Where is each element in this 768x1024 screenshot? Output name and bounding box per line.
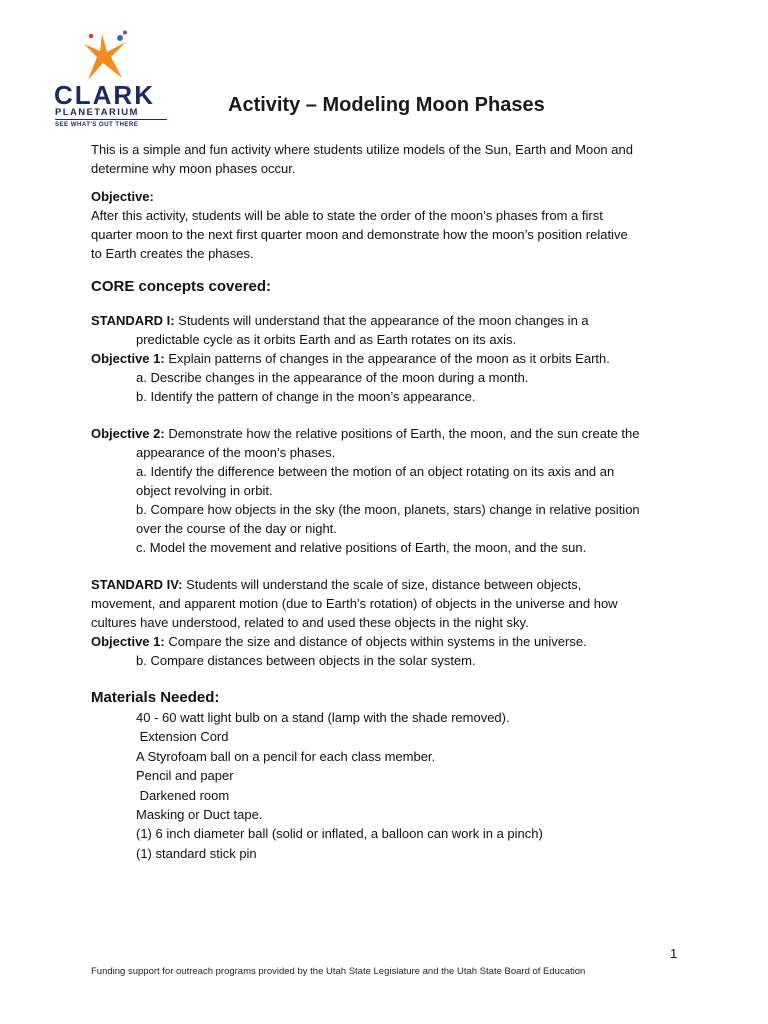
objective-1-item-b: b. Identify the pattern of change in the moon’s appearance. [136, 389, 476, 404]
objective-2-item-b: b. Compare how objects in the sky (the moon, planets, stars) change in relative position [136, 502, 640, 517]
standard-4-label: STANDARD IV: [91, 577, 183, 592]
list-item: Extension Cord [136, 729, 229, 745]
standard-4-objective-1 [91, 632, 691, 651]
intro-line: This is a simple and fun activity where students utilize models of the Sun, Earth and Moon and [91, 142, 633, 157]
objective-2-item-b-cont: over the course of the day or night. [136, 521, 337, 536]
page-title: Activity – Modeling Moon Phases [228, 94, 545, 116]
objective-line: After this activity, students will be able to state the order of the moon’s phases from a first [91, 208, 603, 223]
objective-2-item-a-cont: object revolving in orbit. [136, 483, 273, 498]
objective-line: to Earth creates the phases. [91, 246, 254, 261]
objective-2-item-c: c. Model the movement and relative positions of Earth, the moon, and the sun. [136, 540, 587, 555]
logo-wordmark: CLARK [54, 80, 155, 110]
objective-1-text: Compare the size and distance of objects within systems in the universe. [164, 634, 587, 649]
objective-1-text: Explain patterns of changes in the appearance of the moon as it orbits Earth. [164, 351, 610, 366]
core-concepts-heading: CORE concepts covered: [91, 278, 272, 295]
objective-2-text: Demonstrate how the relative positions of Earth, the moon, and the sun create the [164, 426, 640, 441]
logo-tagline: SEE WHAT'S OUT THERE [55, 121, 139, 128]
materials-list [91, 708, 691, 863]
clark-planetarium-logo [52, 30, 172, 126]
standard-4-text: Students will understand the scale of size, distance between objects, [182, 577, 582, 592]
standard-1-objective-2 [91, 424, 691, 443]
objective-line: quarter moon to the next first quarter moon and demonstrate how the moon’s position relative [91, 227, 628, 242]
objective-2-item-a: a. Identify the difference between the motion of an object rotating on its axis and an [136, 464, 615, 479]
standard-1-label: STANDARD I: [91, 313, 175, 328]
standard-1 [91, 311, 691, 330]
objective-1-label: Objective 1: [91, 351, 165, 366]
standard-1-cont: predictable cycle as it orbits Earth and as Earth rotates on its axis. [136, 332, 517, 347]
objective-2-cont: appearance of the moon’s phases. [136, 445, 336, 460]
standard-4-item-b: b. Compare distances between objects in the solar system. [136, 653, 476, 668]
standard-1-objective-1 [91, 349, 691, 368]
list-item: A Styrofoam ball on a pencil for each class member. [136, 748, 436, 764]
standard-4-line: cultures have understood, related to and used these objects in the night sky. [91, 615, 529, 630]
logo-subtitle: PLANETARIUM [55, 108, 167, 120]
list-item: (1) 6 inch diameter ball (solid or inflated, a balloon can work in a pinch) [136, 826, 543, 842]
page-number: 1 [670, 946, 678, 961]
objective-label: Objective: [91, 189, 154, 204]
standard-1-text: Students will understand that the appearance of the moon changes in a [174, 313, 589, 328]
document-body [91, 140, 691, 863]
standard-4-line: movement, and apparent motion (due to Earth’s rotation) of objects in the universe and how [91, 596, 618, 611]
list-item: Masking or Duct tape. [136, 807, 263, 823]
list-item: Pencil and paper [136, 768, 234, 784]
objective-2-label: Objective 2: [91, 426, 165, 441]
footer-funding-note: Funding support for outreach programs provided by the Utah State Legislature and the Utah State Board of Education [91, 966, 586, 977]
intro-line: determine why moon phases occur. [91, 161, 296, 176]
materials-heading: Materials Needed: [91, 689, 220, 706]
list-item: Darkened room [136, 787, 230, 803]
objective-1-item-a: a. Describe changes in the appearance of the moon during a month. [136, 370, 529, 385]
objective-1-label: Objective 1: [91, 634, 165, 649]
list-item: (1) standard stick pin [136, 845, 257, 861]
list-item: 40 - 60 watt light bulb on a stand (lamp with the shade removed). [136, 710, 510, 725]
standard-4 [91, 575, 691, 594]
star-logo-icon [82, 30, 132, 82]
